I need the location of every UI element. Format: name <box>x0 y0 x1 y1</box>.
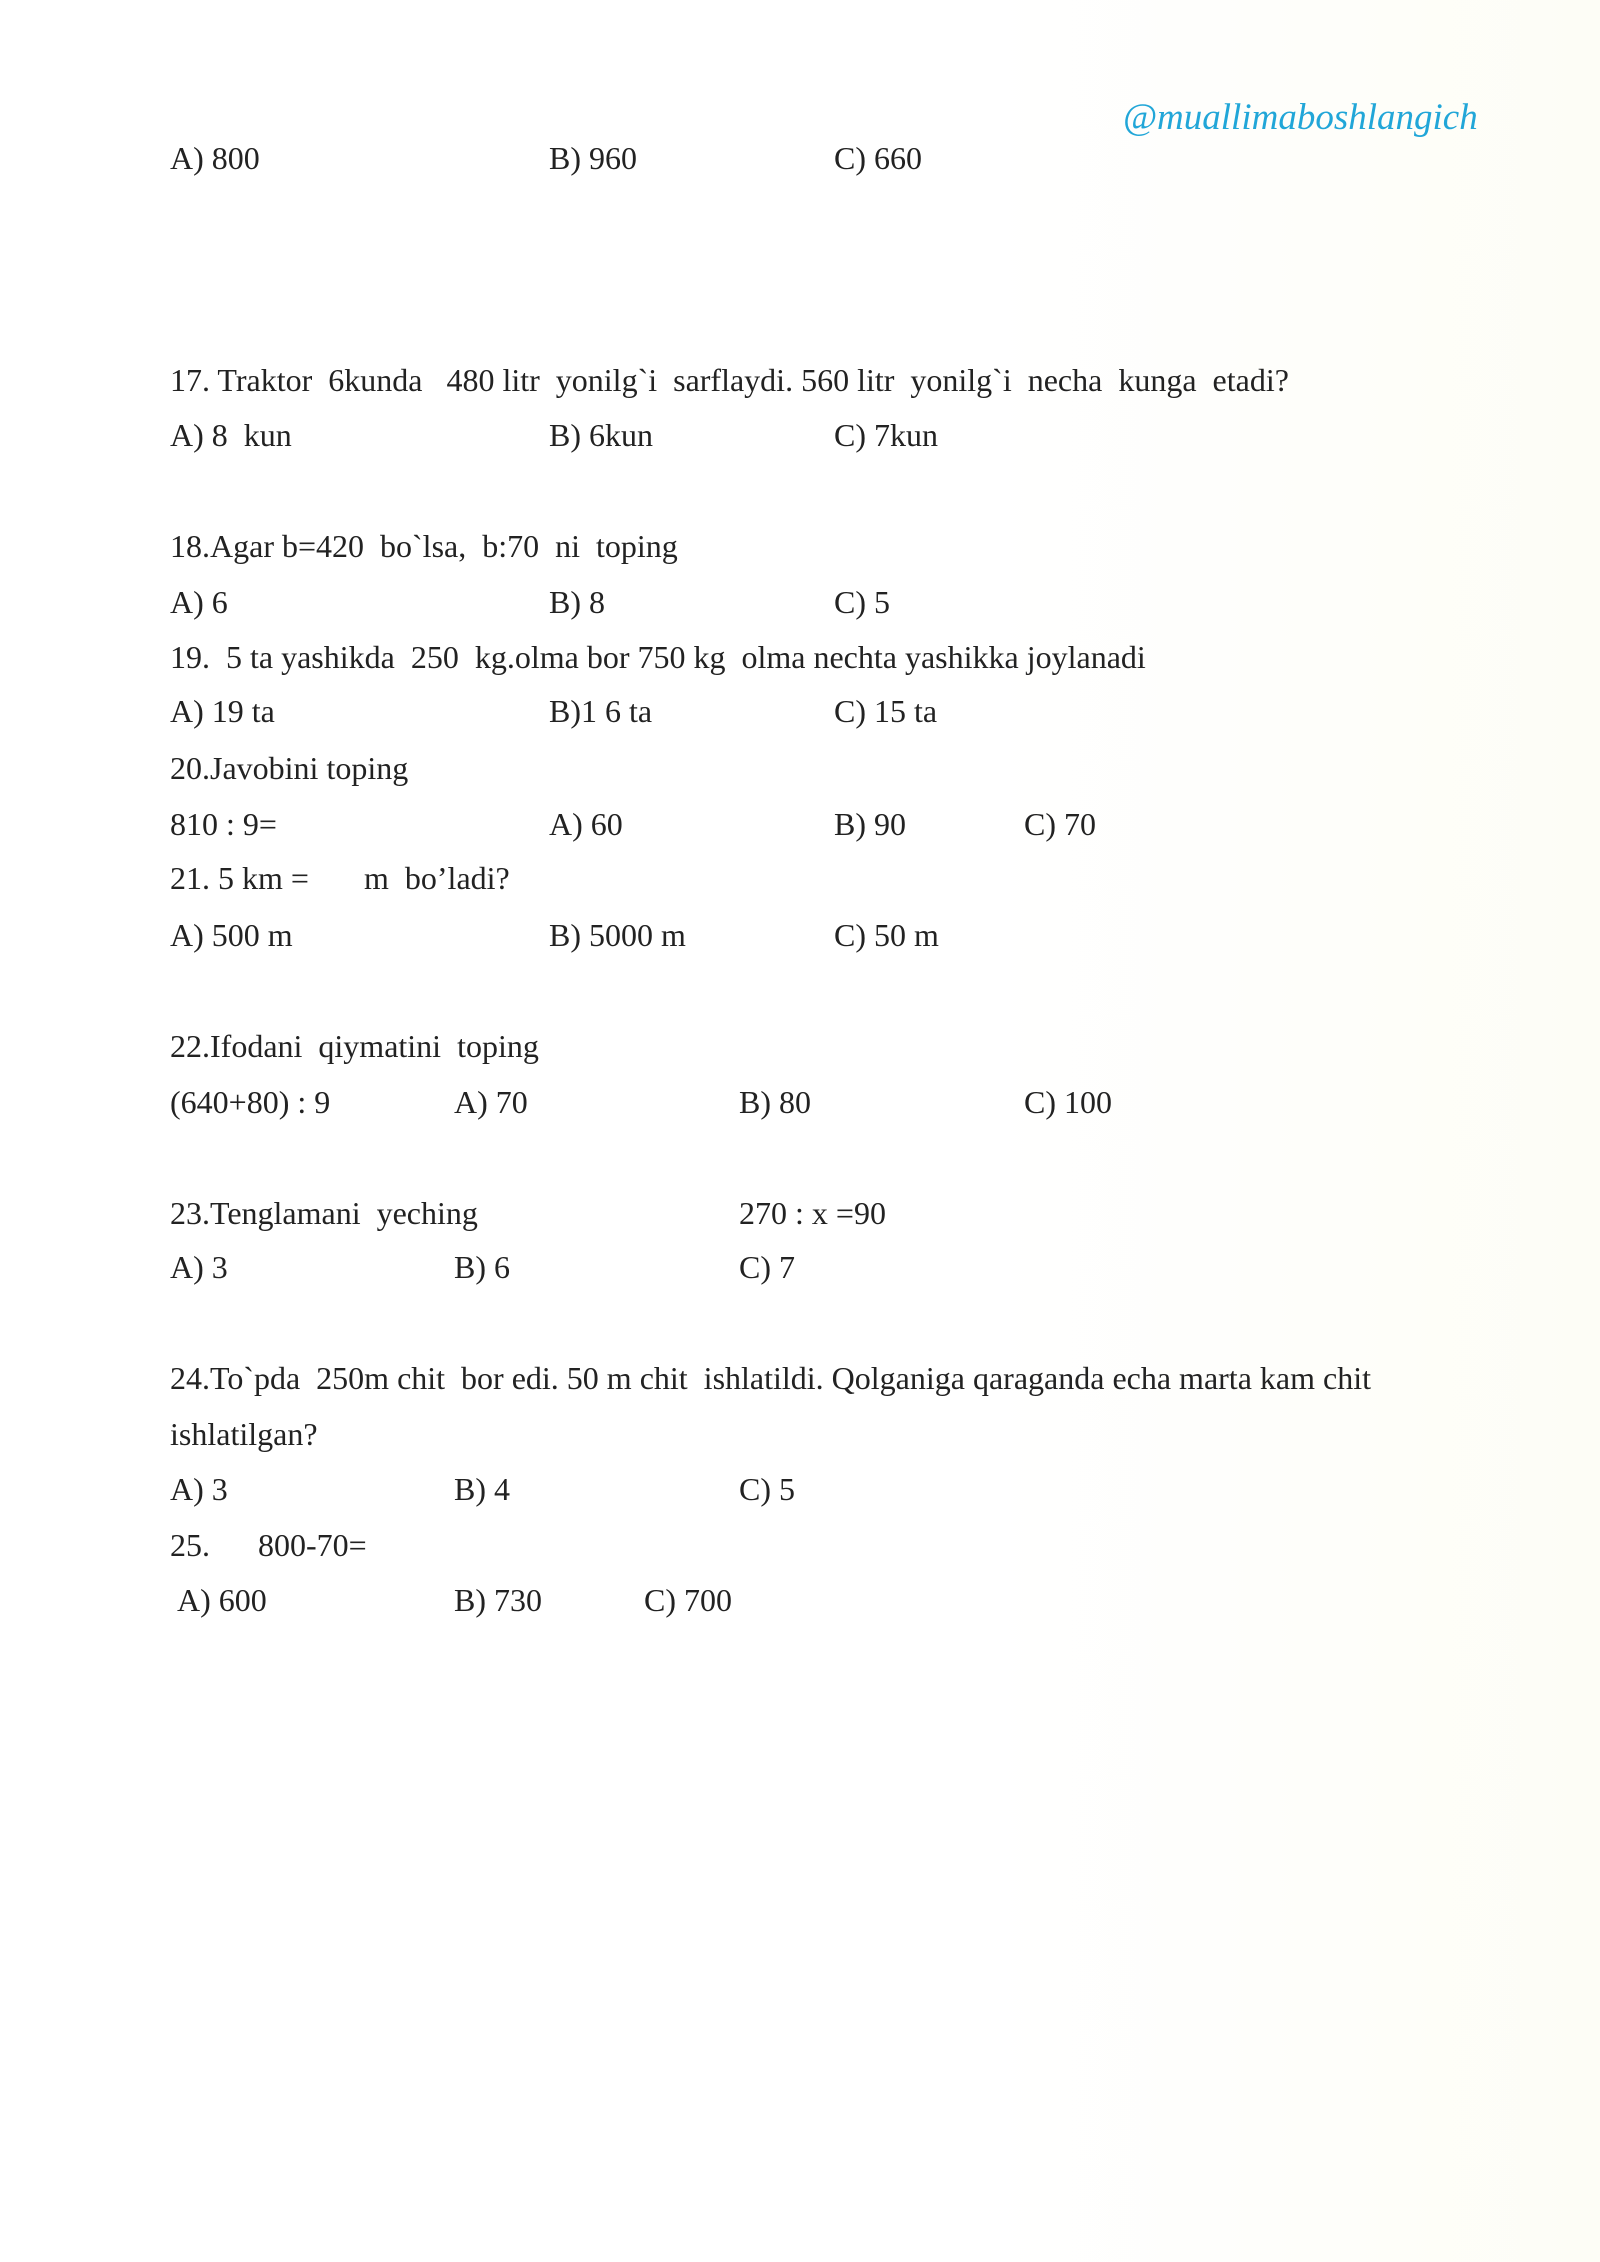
q23-option-a: A) 3 <box>170 1249 228 1285</box>
q24-text-line2: ishlatilgan? <box>170 1416 318 1452</box>
q25-option-c: C) 700 <box>644 1582 732 1618</box>
q24-option-a: A) 3 <box>170 1471 228 1507</box>
q16-option-b: B) 960 <box>549 140 637 176</box>
q23-option-c: C) 7 <box>739 1249 795 1285</box>
q17-text: 17. Traktor 6kunda 480 litr yonilg`i sarflaydi. 560 litr yonilg`i necha kunga etadi? <box>170 362 1289 398</box>
q24-option-b: B) 4 <box>454 1471 510 1507</box>
q23-text: 23.Tenglamani yeching <box>170 1195 478 1231</box>
q17-option-a: A) 8 kun <box>170 417 292 453</box>
q19-option-b: B)1 6 ta <box>549 693 653 729</box>
q24-text: 24.To`pda 250m chit bor edi. 50 m chit ishlatildi. Qolganiga qaraganda echa marta kam chit <box>170 1360 1371 1396</box>
q17-option-c: C) 7kun <box>834 417 938 453</box>
q21-text-end: m bo’ladi? <box>364 860 510 896</box>
q22-text: 22.Ifodani qiymatini toping <box>170 1028 539 1064</box>
q22-expression: (640+80) : 9 <box>170 1084 331 1120</box>
q21-option-c: C) 50 m <box>834 917 939 953</box>
q18-text: 18.Agar b=420 bo`lsa, b:70 ni toping <box>170 528 678 564</box>
q20-text: 20.Javobini toping <box>170 750 409 786</box>
q16-option-c: C) 660 <box>834 140 922 176</box>
q19-option-a: A) 19 ta <box>170 693 275 729</box>
q25-option-a: A) 600 <box>177 1582 267 1618</box>
q19-option-c: C) 15 ta <box>834 693 938 729</box>
q21-option-a: A) 500 m <box>170 917 293 953</box>
q17-option-b: B) 6kun <box>549 417 653 453</box>
q24-option-c: C) 5 <box>739 1471 795 1507</box>
q25-option-b: B) 730 <box>454 1582 542 1618</box>
q23-expression: 270 : x =90 <box>739 1195 886 1231</box>
q19-text: 19. 5 ta yashikda 250 kg.olma bor 750 kg olma nechta yashikka joylanadi <box>170 639 1146 675</box>
q25-expression: 800-70= <box>258 1527 367 1563</box>
q22-option-b: B) 80 <box>739 1084 811 1120</box>
q20-option-a: A) 60 <box>549 806 623 842</box>
q20-option-c: C) 70 <box>1024 806 1096 842</box>
channel-watermark: @muallimaboshlangich <box>1123 97 1478 138</box>
q22-option-c: C) 100 <box>1024 1084 1112 1120</box>
q25-number: 25. <box>170 1527 210 1563</box>
q20-option-b: B) 90 <box>834 806 906 842</box>
q22-option-a: A) 70 <box>454 1084 528 1120</box>
q18-option-a: A) 6 <box>170 584 228 620</box>
q20-expression: 810 : 9= <box>170 806 277 842</box>
q21-option-b: B) 5000 m <box>549 917 686 953</box>
q23-option-b: B) 6 <box>454 1249 510 1285</box>
q18-option-c: C) 5 <box>834 584 890 620</box>
q16-option-a: A) 800 <box>170 140 260 176</box>
q18-option-b: B) 8 <box>549 584 605 620</box>
q21-text: 21. 5 km = <box>170 860 309 896</box>
